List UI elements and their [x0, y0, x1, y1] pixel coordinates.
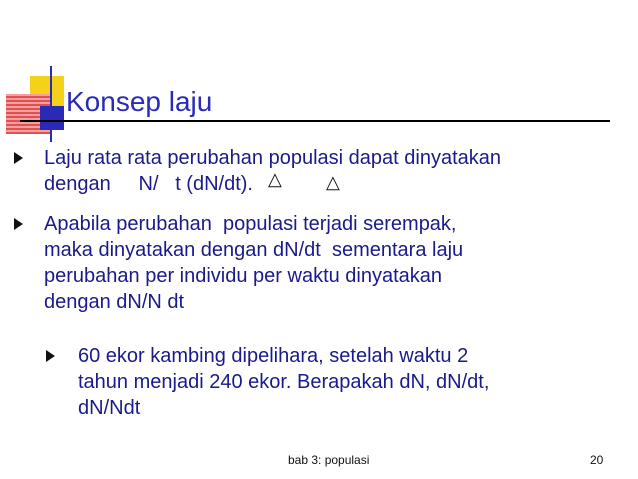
bullet-1-line-1: Laju rata rata perubahan populasi dapat dinyatakan	[44, 147, 502, 169]
bullet-2-line-3: perubahan per individu per waktu dinyatakan	[44, 265, 443, 287]
bullet-icon	[14, 152, 23, 164]
title-underline	[20, 120, 610, 122]
delta-icon: △	[326, 172, 340, 192]
bullet-1-line-2: dengan N/ t (dN/dt).	[44, 173, 253, 195]
sub-bullet-line-2: tahun menjadi 240 ekor. Berapakah dN, dN/dt,	[78, 371, 490, 393]
page-number: 20	[590, 453, 604, 467]
bullet-2-line-1: Apabila perubahan populasi terjadi serempak,	[44, 213, 457, 235]
decor-vertical-line	[50, 66, 52, 142]
delta-icon: △	[268, 169, 282, 189]
bullet-2-line-2: maka dinyatakan dengan dN/dt sementara laju	[44, 239, 464, 261]
bullet-2	[44, 211, 463, 315]
footer-text: bab 3: populasi	[288, 453, 370, 467]
sub-bullet-icon	[46, 350, 55, 362]
bullet-icon	[14, 218, 23, 230]
slide-title: Konsep laju	[66, 86, 213, 117]
bullet-2-line-4: dengan dN/N dt	[44, 291, 185, 313]
sub-bullet	[78, 343, 489, 421]
sub-bullet-line-1: 60 ekor kambing dipelihara, setelah waktu 2	[78, 345, 469, 367]
sub-bullet-line-3: dN/Ndt	[78, 397, 141, 419]
decor-blue-square	[40, 106, 64, 130]
